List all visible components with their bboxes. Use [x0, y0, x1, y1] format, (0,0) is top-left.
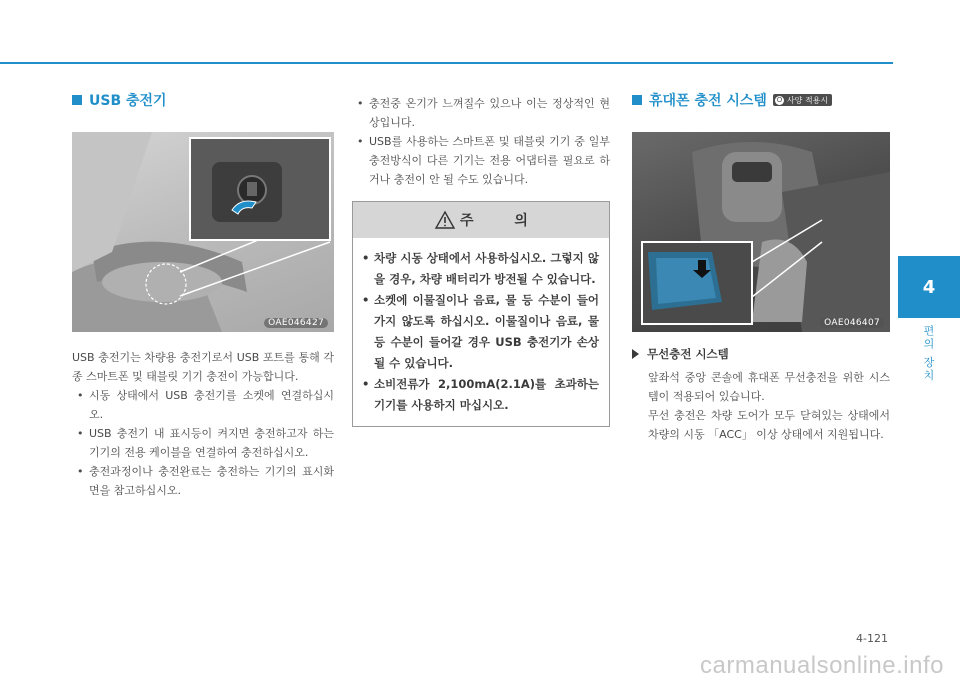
- triangle-bullet-icon: [632, 349, 639, 359]
- option-badge: [773, 94, 832, 106]
- list-item: • 소켓에 이물질이나 음료, 물 등 수분이 들어가지 않도록 하십시오. 이물질이나 음료, 물 등 수분이 들어갈 경우 USB 충전기가 손상될 수 있습니다.: [357, 290, 599, 374]
- page-number: 4-121: [856, 632, 888, 645]
- caution-body: [353, 238, 609, 426]
- subtitle-text: 무선충전 시스템: [647, 347, 729, 361]
- list-item: • 충전중 온기가 느껴질수 있으나 이는 정상적인 현상입니다.: [352, 94, 610, 132]
- list-item: • USB를 사용하는 스마트폰 및 태블릿 기기 중 일부 충전방식이 다른 기기는 전용 어댑터를 필요로 하거나 충전이 안 될 수도 있습니다.: [352, 132, 610, 189]
- image-code: OAE046427: [264, 318, 328, 328]
- usb-charger-photo: [72, 132, 334, 332]
- list-item: • 소비전류가 2,100mA(2.1A)를 초과하는 기기를 사용하지 마십시오.: [357, 374, 599, 416]
- chapter-number: 4: [922, 276, 936, 298]
- chapter-label: 편의 장치: [922, 325, 935, 383]
- chapter-tab[interactable]: [898, 256, 960, 318]
- list-item: • 충전과정이나 충전완료는 충전하는 기기의 표시화면을 참고하십시오.: [72, 462, 334, 500]
- wireless-charger-photo: [632, 132, 890, 332]
- list-item: • USB 충전기 내 표시등이 켜지면 충전하고자 하는 기기의 전용 케이블을 연결하여 충전하십시오.: [72, 424, 334, 462]
- column-usb: [72, 90, 334, 500]
- warning-triangle-icon: [434, 210, 456, 230]
- section-title-wireless: [632, 90, 890, 110]
- wireless-subtitle: [632, 346, 890, 362]
- section-marker-icon: [632, 95, 642, 105]
- option-badge-text: 사양 적용시: [786, 95, 829, 105]
- wireless-para-2: 무선 충전은 차량 도어가 모두 닫혀있는 상태에서 차량의 시동 「ACC」 이상 상태에서 지원됩니다.: [648, 409, 890, 441]
- usb-bullets-continued: [352, 94, 610, 189]
- option-icon: O: [776, 95, 783, 104]
- wireless-charger-illustration: [632, 132, 890, 332]
- column-caution: [352, 94, 610, 427]
- column-wireless: [632, 90, 890, 444]
- watermark: carmanualsonline.info: [700, 652, 944, 679]
- list-item: • 시동 상태에서 USB 충전기를 소켓에 연결하십시오.: [72, 386, 334, 424]
- caution-box: [352, 201, 610, 427]
- wireless-para-1: 앞좌석 중앙 콘솔에 휴대폰 무선충전을 위한 시스템이 적용되어 있습니다.: [648, 371, 890, 403]
- section-title-usb: [72, 90, 334, 110]
- section-marker-icon: [72, 95, 82, 105]
- section-title-text: 휴대폰 충전 시스템: [649, 93, 767, 109]
- usb-intro: USB 충전기는 차량용 충전기로서 USB 포트를 통해 각종 스마트폰 및 태블릿 기기 충전이 가능합니다.: [72, 351, 334, 383]
- usb-charger-illustration: [72, 132, 334, 332]
- usb-bullets: [72, 386, 334, 500]
- image-code: OAE046407: [820, 318, 884, 328]
- header-rule: [0, 62, 893, 64]
- section-title-text: USB 충전기: [89, 93, 167, 109]
- caution-header: [353, 202, 609, 238]
- caution-title: 주 의: [460, 213, 546, 229]
- list-item: • 차량 시동 상태에서 사용하십시오. 그렇지 않을 경우, 차량 배터리가 방전될 수 있습니다.: [357, 248, 599, 290]
- caution-list: [357, 248, 599, 416]
